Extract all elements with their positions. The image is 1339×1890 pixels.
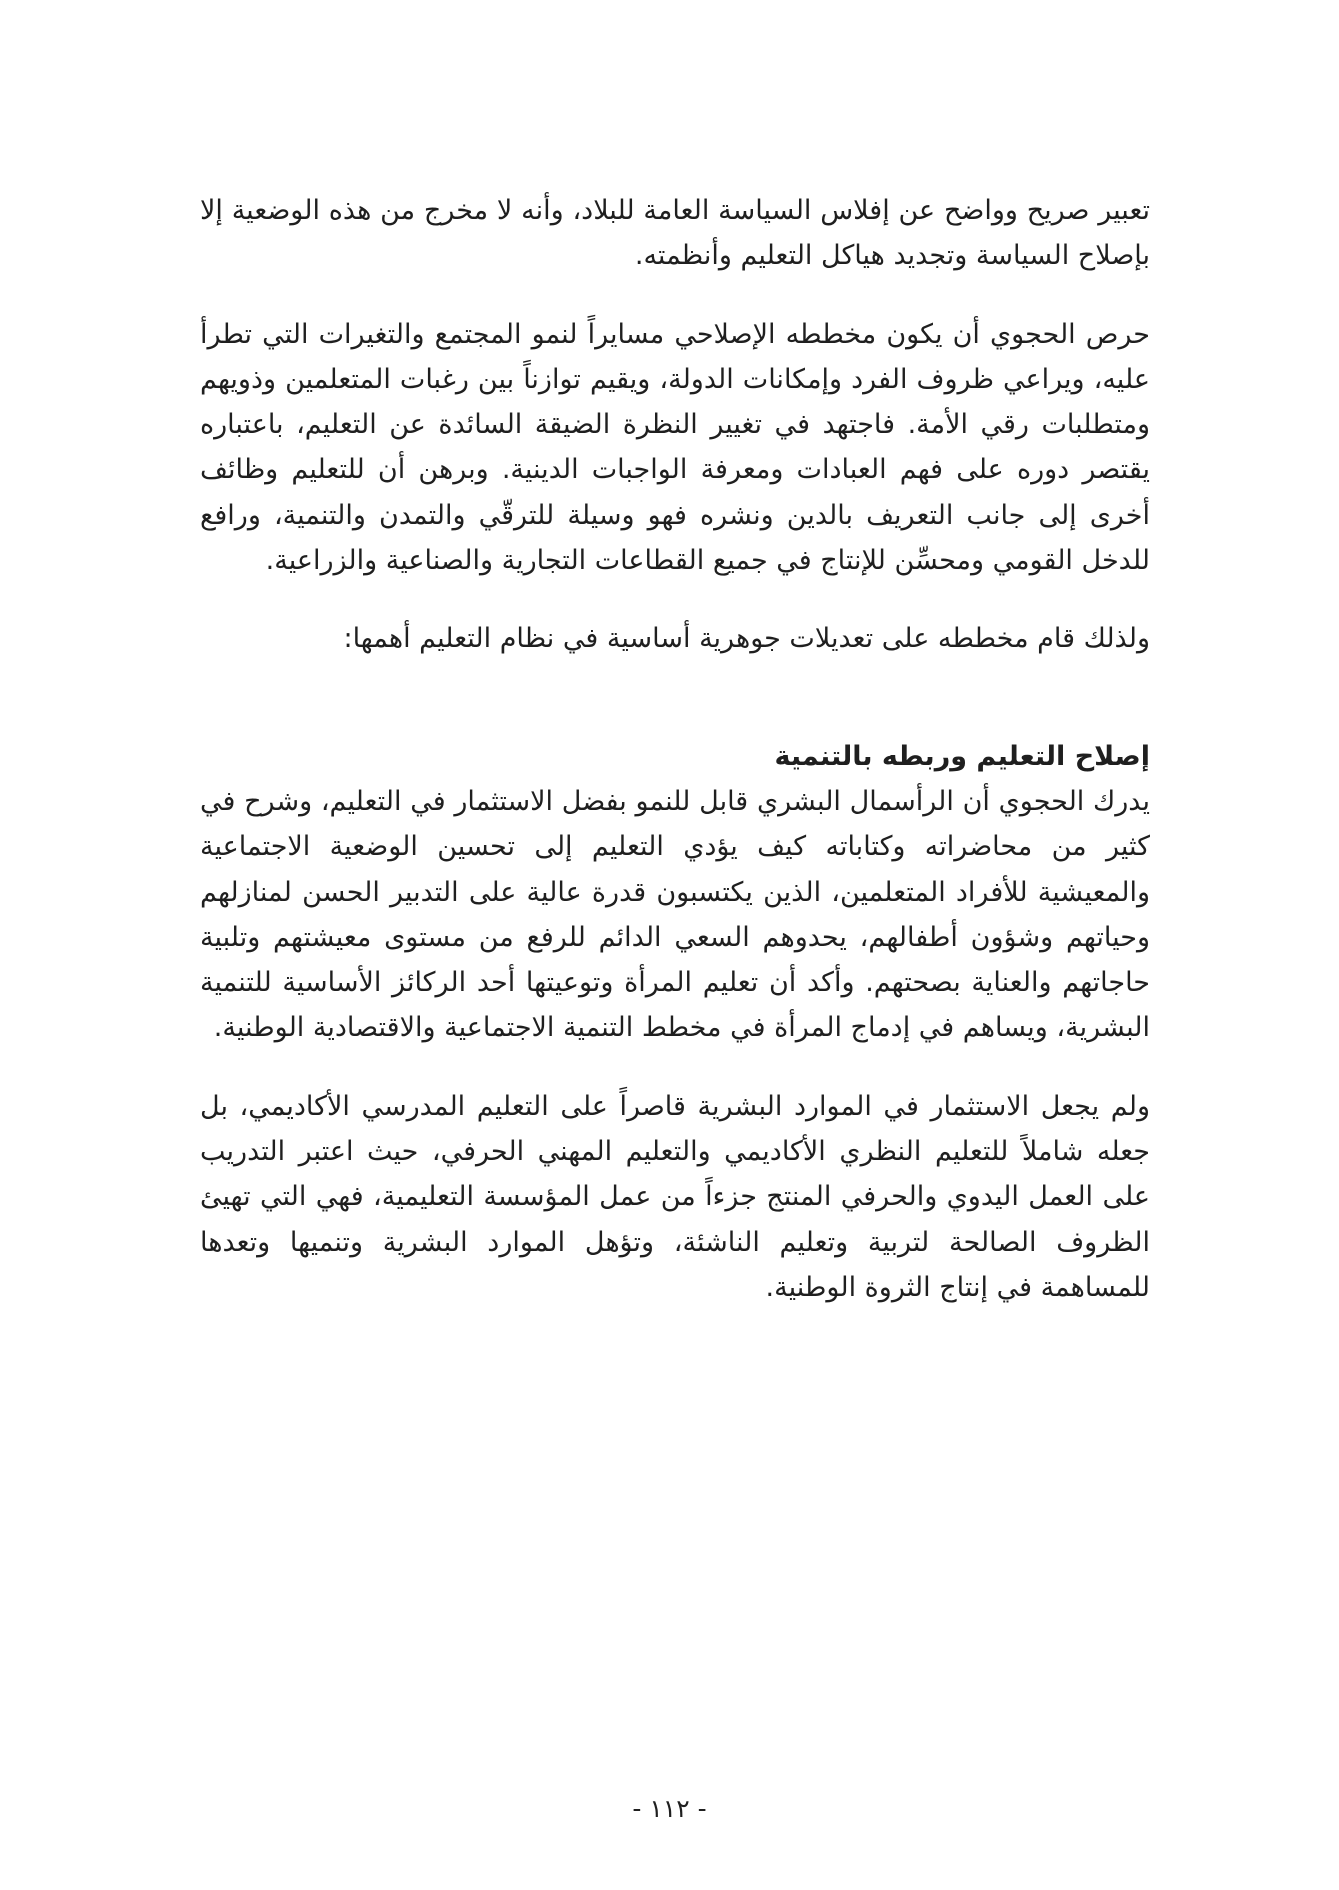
section-heading: إصلاح التعليم وربطه بالتنمية xyxy=(774,740,1150,772)
paragraph-4: يدرك الحجوي أن الرأسمال البشري قابل للنمو بفضل الاستثمار في التعليم، وشرح في كثير من محاضراته وكتاباته كيف يؤدي التعليم إلى تحسين الوضعية الاجتماعية والمعيشية للأفراد المتعلمين، الذين يكتسبون قدرة عالية على التدبير الحسن لمنازلهم وحياتهم وشؤون أطفالهم، يحدوهم السعي الدائم للرفع من مستوى معيشتهم وتلبية حاجاتهم والعناية بصحتهم. وأكد أن تعليم المرأة وتوعيتها أحد الركائز الأساسية للتنمية البشرية، ويساهم في إدماج المرأة في مخطط التنمية الاجتماعية والاقتصادية الوطنية. xyxy=(200,785,1150,1044)
paragraph-5: ولم يجعل الاستثمار في الموارد البشرية قاصراً على التعليم المدرسي الأكاديمي، بل جعله شاملاً للتعليم النظري الأكاديمي والتعليم المهني الحرفي، حيث اعتبر التدريب على العمل اليدوي والحرفي المنتج جزءاً من عمل المؤسسة التعليمية، فهي التي تهيئ الظروف الصالحة لتربية وتعليم الناشئة، وتؤهل الموارد البشرية وتنميها وتعدها للمساهمة في إنتاج الثروة الوطنية. xyxy=(200,1090,1150,1303)
paragraph-3: ولذلك قام مخططه على تعديلات جوهرية أساسية في نظام التعليم أهمها: xyxy=(343,623,1150,655)
page-number: - ١١٢ - xyxy=(632,1794,707,1823)
body-text xyxy=(200,188,1150,1310)
paragraph-1: تعبير صريح وواضح عن إفلاس السياسة العامة للبلاد، وأنه لا مخرج من هذه الوضعية إلا بإصلاح السياسة وتجديد هياكل التعليم وأنظمته. xyxy=(200,195,1150,272)
paragraph-2: حرص الحجوي أن يكون مخططه الإصلاحي مسايراً لنمو المجتمع والتغيرات التي تطرأ عليه، ويراعي ظروف الفرد وإمكانات الدولة، ويقيم توازناً بين رغبات المتعلمين وذويهم ومتطلبات رقي الأمة. فاجتهد في تغيير النظرة الضيقة السائدة عن التعليم، باعتباره يقتصر دوره على فهم العبادات ومعرفة الواجبات الدينية. وبرهن أن للتعليم وظائف أخرى إلى جانب التعريف بالدين ونشره فهو وسيلة للترقّي والتمدن والتنمية، ورافع للدخل القومي ومحسِّن للإنتاج في جميع القطاعات التجارية والصناعية والزراعية. xyxy=(200,318,1150,577)
